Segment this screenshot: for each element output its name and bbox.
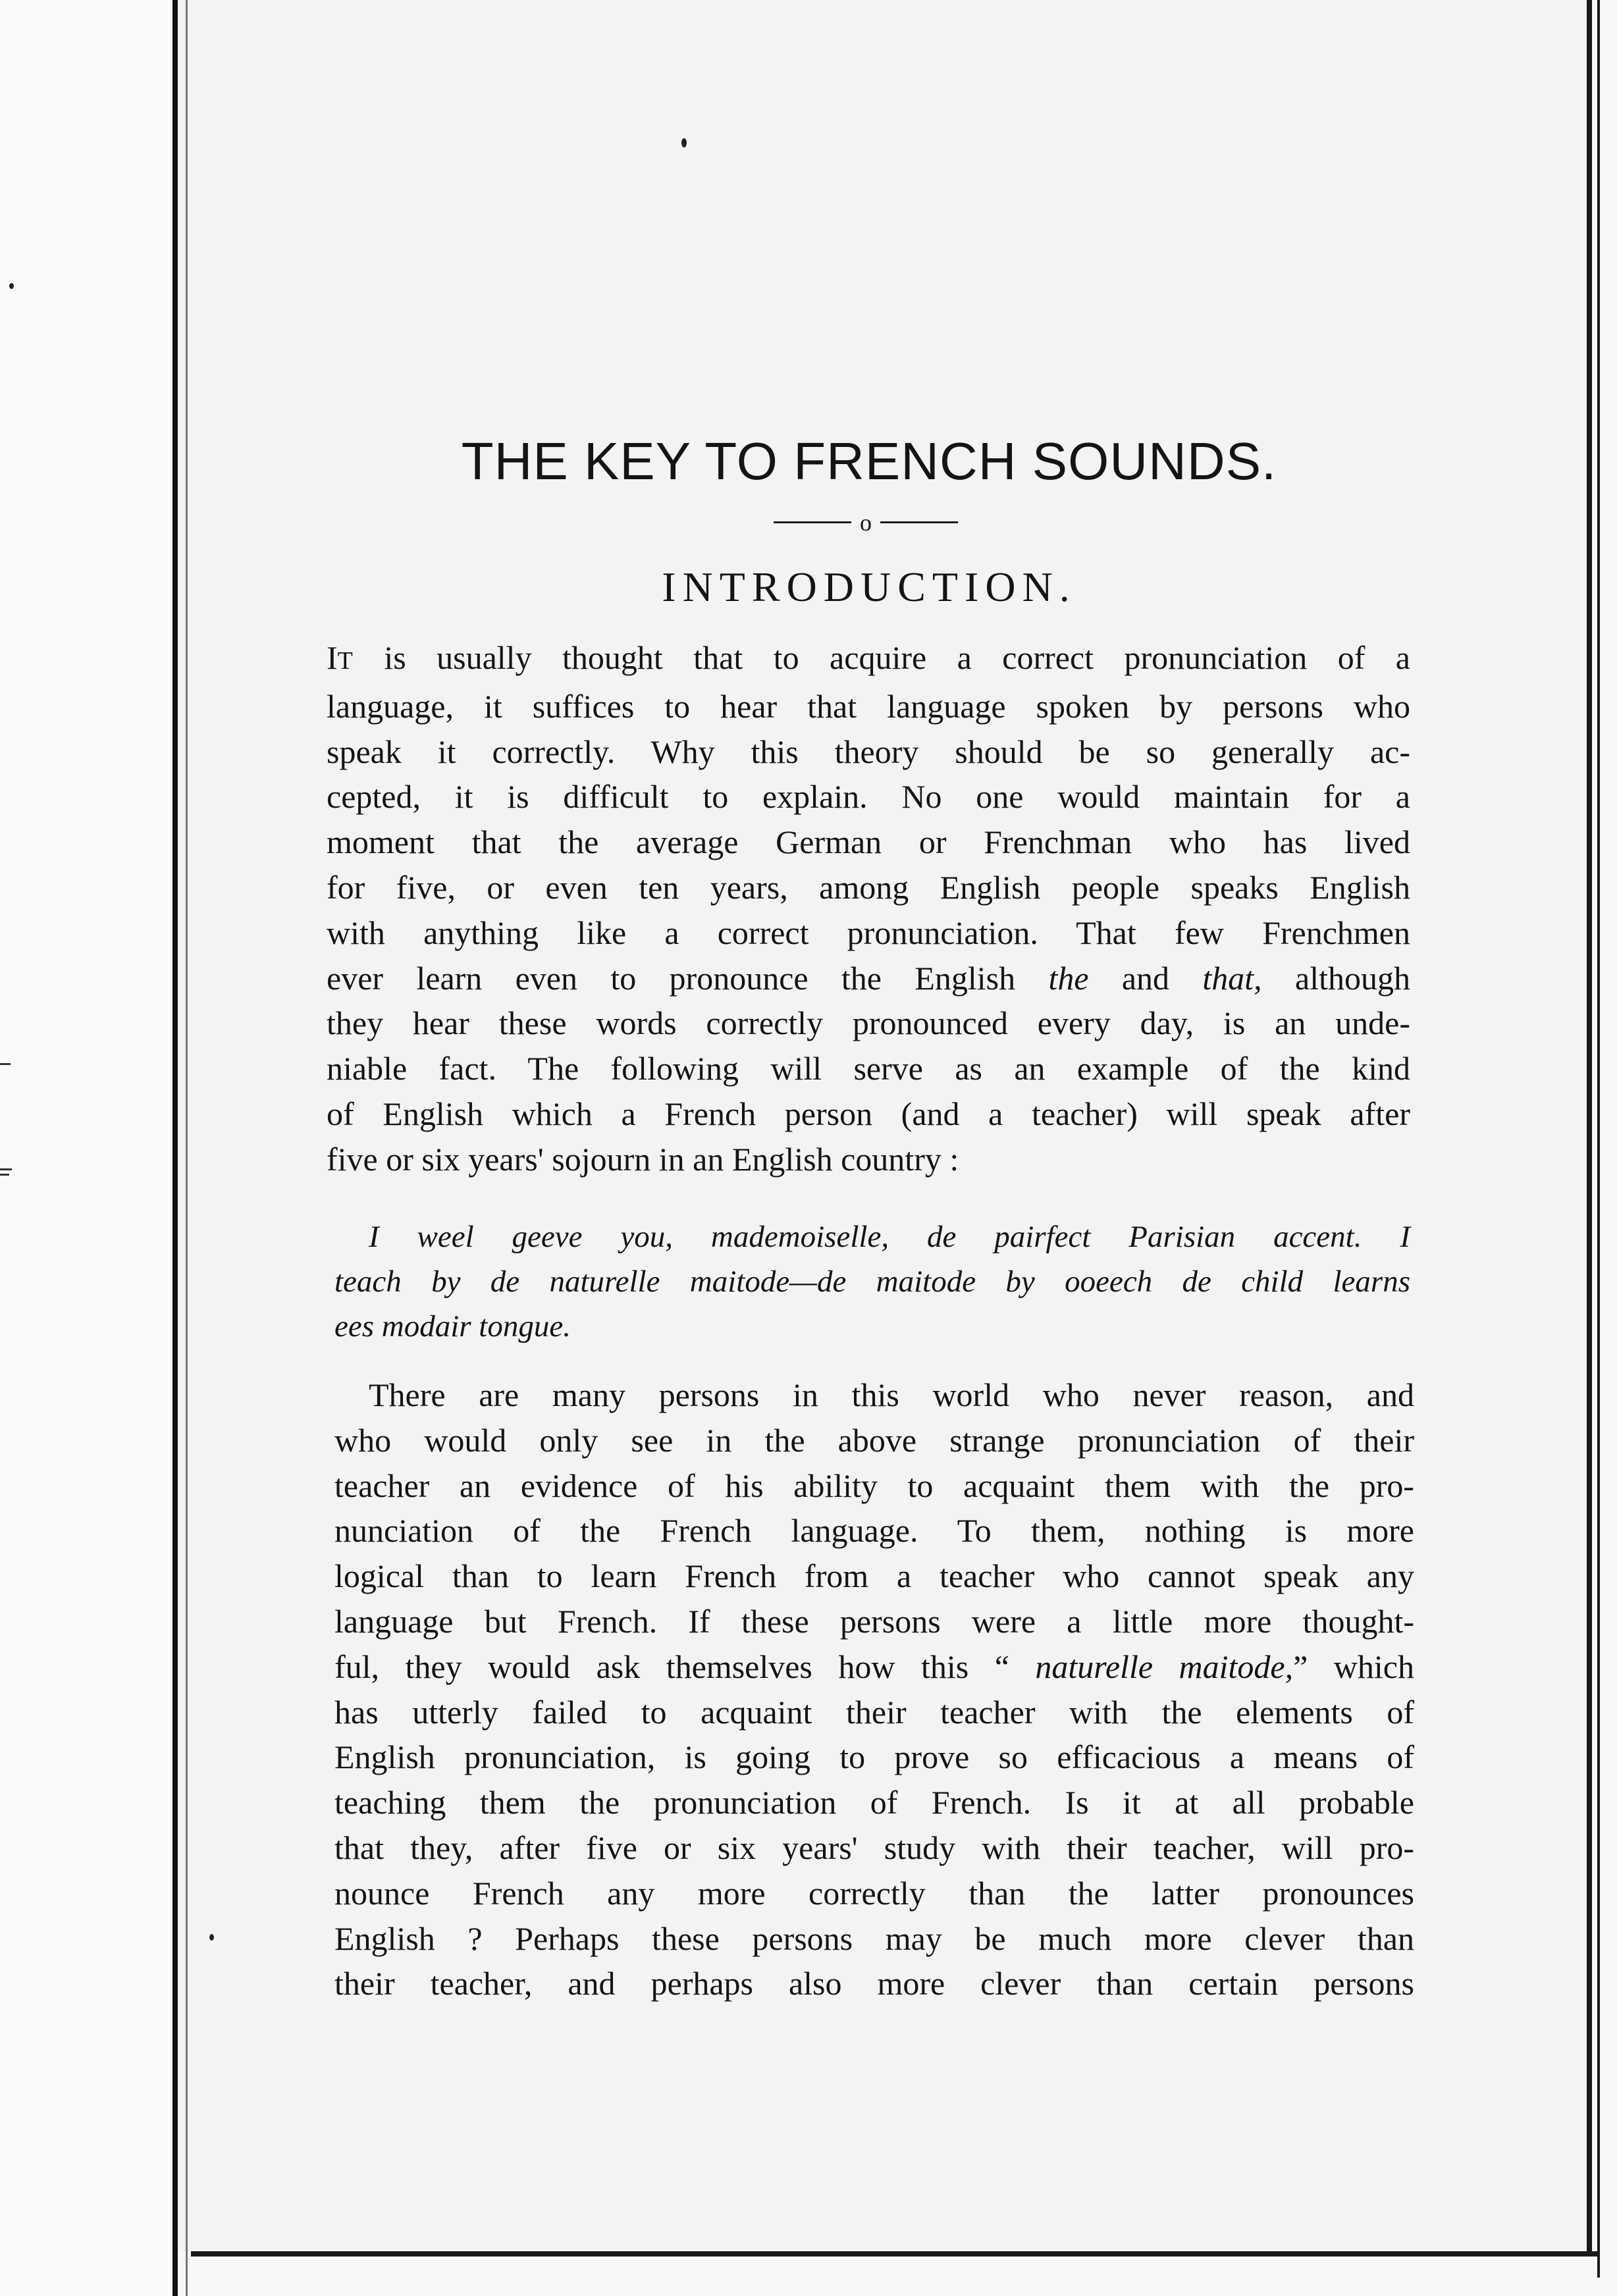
text-line: I weel geeve you, mademoiselle, de pairfect Parisian accent. I	[369, 1220, 1410, 1254]
text-line: five or six years' sojourn in an English country :	[327, 1140, 959, 1178]
previous-page-edge	[0, 0, 178, 2296]
text-line: teaching them the pronunciation of French. Is it at all probable	[334, 1784, 1414, 1821]
body-paragraph	[334, 1372, 1414, 2006]
right-outer-border	[1597, 0, 1600, 2278]
section-heading: INTRODUCTION.	[662, 563, 1076, 610]
binding-edge-shadow	[186, 0, 188, 2296]
text-line: niable fact. The following will serve as an example of the kind	[327, 1050, 1410, 1087]
line-text: ” which	[1293, 1648, 1414, 1685]
quoted-example	[334, 1214, 1410, 1349]
ink-speck	[9, 283, 14, 289]
text-line: nunciation of the French language. To them, nothing is more	[334, 1512, 1414, 1550]
line-text: ful, they would ask themselves how this “	[334, 1648, 1036, 1685]
text-line: who would only see in the above strange pronunciation of their	[334, 1421, 1414, 1459]
text-line: ees modair tongue.	[334, 1309, 571, 1344]
text-line: their teacher, and perhaps also more clever than certain persons	[334, 1965, 1414, 2002]
bottom-page-border	[191, 2251, 1600, 2257]
divider-rule-left	[774, 521, 851, 523]
text-line: teach by de naturelle maitode—de maitode by ooeech de child learns	[334, 1265, 1410, 1299]
text-line: language but French. If these persons were a little more thought-	[334, 1602, 1414, 1640]
title-divider	[774, 508, 958, 535]
ink-speck	[681, 138, 687, 147]
divider-ornament: o	[860, 509, 872, 536]
text-line: teacher an evidence of his ability to acquaint them with the pro-	[334, 1467, 1414, 1504]
line-text: is usually thought that to acquire a correct pronunciation of a	[353, 639, 1410, 676]
text-line: speak it correctly. Why this theory should be so generally ac-	[327, 733, 1410, 770]
text-line: nounce French any more correctly than the latter pronounces	[334, 1874, 1414, 1912]
text-line: they hear these words correctly pronounced every day, is an unde-	[327, 1004, 1410, 1042]
small-cap-letter: T	[337, 647, 354, 675]
ink-speck	[209, 1934, 214, 1941]
text-line	[327, 635, 1410, 684]
line-text: ever learn even to pronounce the English	[327, 959, 1049, 997]
line-text: although	[1261, 959, 1410, 997]
text-line: that they, after five or six years' study with their teacher, will pro-	[334, 1829, 1414, 1866]
text-line: for five, or even ten years, among English people speaks English	[327, 868, 1410, 906]
margin-mark	[0, 1063, 11, 1065]
text-line: moment that the average German or Frenchman who has lived	[327, 823, 1410, 861]
intro-paragraph	[327, 635, 1410, 1182]
text-line: logical than to learn French from a teacher who cannot speak any	[334, 1557, 1414, 1595]
text-line: language, it suffices to hear that language spoken by persons who	[327, 687, 1410, 725]
line-text: and	[1088, 959, 1203, 997]
italic-word: that,	[1202, 959, 1262, 997]
text-line: of English which a French person (and a teacher) will speak after	[327, 1095, 1410, 1132]
text-line: has utterly failed to acquaint their teacher with the elements of	[334, 1693, 1414, 1731]
text-line: There are many persons in this world who never reason, and	[369, 1376, 1414, 1413]
text-line: English pronunciation, is going to prove so efficacious a means of	[334, 1738, 1414, 1776]
binding-edge-line	[172, 0, 178, 2296]
drop-initial: I	[327, 639, 338, 676]
text-line: with anything like a correct pronunciation. That few Frenchmen	[327, 914, 1410, 951]
text-line	[327, 956, 1410, 1001]
italic-phrase: naturelle maitode,	[1035, 1648, 1294, 1685]
page-title: THE KEY TO FRENCH SOUNDS.	[461, 432, 1277, 490]
text-line: cepted, it is difficult to explain. No one would maintain for a	[327, 778, 1410, 816]
text-line	[334, 1644, 1414, 1690]
margin-mark	[0, 1174, 9, 1176]
text-line: English ? Perhaps these persons may be much more clever than	[334, 1919, 1414, 1957]
italic-word: the	[1048, 959, 1089, 997]
divider-rule-right	[880, 521, 958, 523]
right-page-border	[1587, 0, 1592, 2251]
margin-mark	[0, 1168, 12, 1170]
